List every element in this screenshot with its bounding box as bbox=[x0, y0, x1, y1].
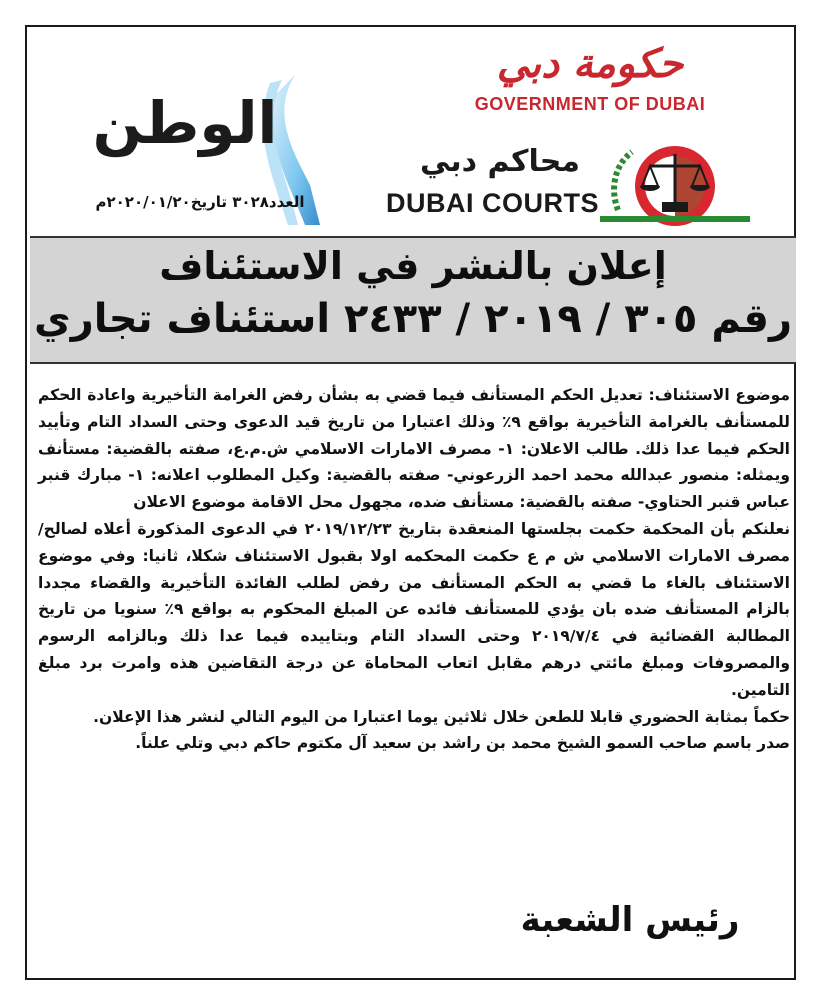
appeal-subject-paragraph: موضوع الاستئناف: تعديل الحكم المستأنف فيما قضي به بشأن رفض الغرامة التأخيرية واعادة الحكم للمستأنف بالغرامة التأخيرية بواقع ٩٪ وذلك اعتبارا من تاريخ قيد الدعوى وحتى السداد التام وتأييد الحكم فيما عدا ذلك. طالب الاعلان: ١- مصرف الامارات الاسلامي ش.م.ع، صفته بالقضية: مستأنف ويمثله: منصور عبدالله محمد احمد الزرعوني- صفته بالقضية: وكيل المطلوب اعلانه: ١- مبارك قنبر عباس قنبر الحتاوي- صفته بالقضية: مستأنف ضده، مجهول محل الاقامة موضوع الاعلان bbox=[38, 386, 790, 512]
title-band bbox=[30, 236, 796, 364]
courts-name-english: DUBAI COURTS bbox=[386, 188, 599, 218]
newspaper-logo bbox=[60, 75, 320, 225]
signature-chamber-head: رئيس الشعبة bbox=[520, 900, 740, 940]
courts-name-arabic: محاكم دبي bbox=[420, 144, 580, 179]
newspaper-name: الوطن bbox=[92, 89, 278, 157]
government-name-english: GOVERNMENT OF DUBAI bbox=[474, 94, 706, 114]
case-number: رقم ٣٠٥ / ٢٠١٩ / ٢٤٣٣ استئناف تجاري bbox=[34, 296, 792, 342]
notice-title: إعلان بالنشر في الاستئناف bbox=[159, 244, 667, 288]
courts-logo bbox=[385, 140, 765, 230]
scales-of-justice-icon bbox=[600, 140, 750, 228]
notice-body bbox=[38, 382, 790, 757]
government-logo bbox=[455, 40, 725, 125]
judgment-paragraph: نعلنكم بأن المحكمة حكمت بجلستها المنعقدة بتاريخ ٢٠١٩/١٢/٢٣ في الدعوى المذكورة أعلاه لصالح/ مصرف الامارات الاسلامي ش م ع حكمت المحكمه اولا بقبول الاستئناف شكلا، ثانيا: وفي موضوع الاستئناف بالغاء ما قضي به الحكم المستأنف من رفض لطلب الفائدة التأخيرية والقضاء مجددا بالزام المستأنف ضده بان يؤدي للمستأنف فائده عن المبلغ المحكوم به بواقع ٩٪ سنويا من تاريخ المطالبة القضائية في ٢٠١٩/٧/٤ وحتى السداد التام وبتاييده فيما عدا ذلك وبالزامه الرسوم والمصروفات ومبلغ مائتي درهم مقابل اتعاب المحاماة عن درجة التقاضين هذه وامرت برد مبلغ التامين. bbox=[38, 519, 791, 699]
issued-by-paragraph: صدر باسم صاحب السمو الشيخ محمد بن راشد بن سعيد آل مكتوم حاكم دبي وتلي علناً. bbox=[135, 734, 790, 753]
appeal-deadline-paragraph: حكماً بمثابة الحضوري قابلا للطعن خلال ثلاثين يوما اعتبارا من اليوم التالي لنشر هذا الإعلان. bbox=[93, 707, 790, 726]
issue-date: العدد٣٠٢٨ تاريخ٢٠٢٠/٠١/٢٠م bbox=[95, 193, 305, 211]
government-name-arabic: حكومة دبي bbox=[496, 40, 684, 87]
